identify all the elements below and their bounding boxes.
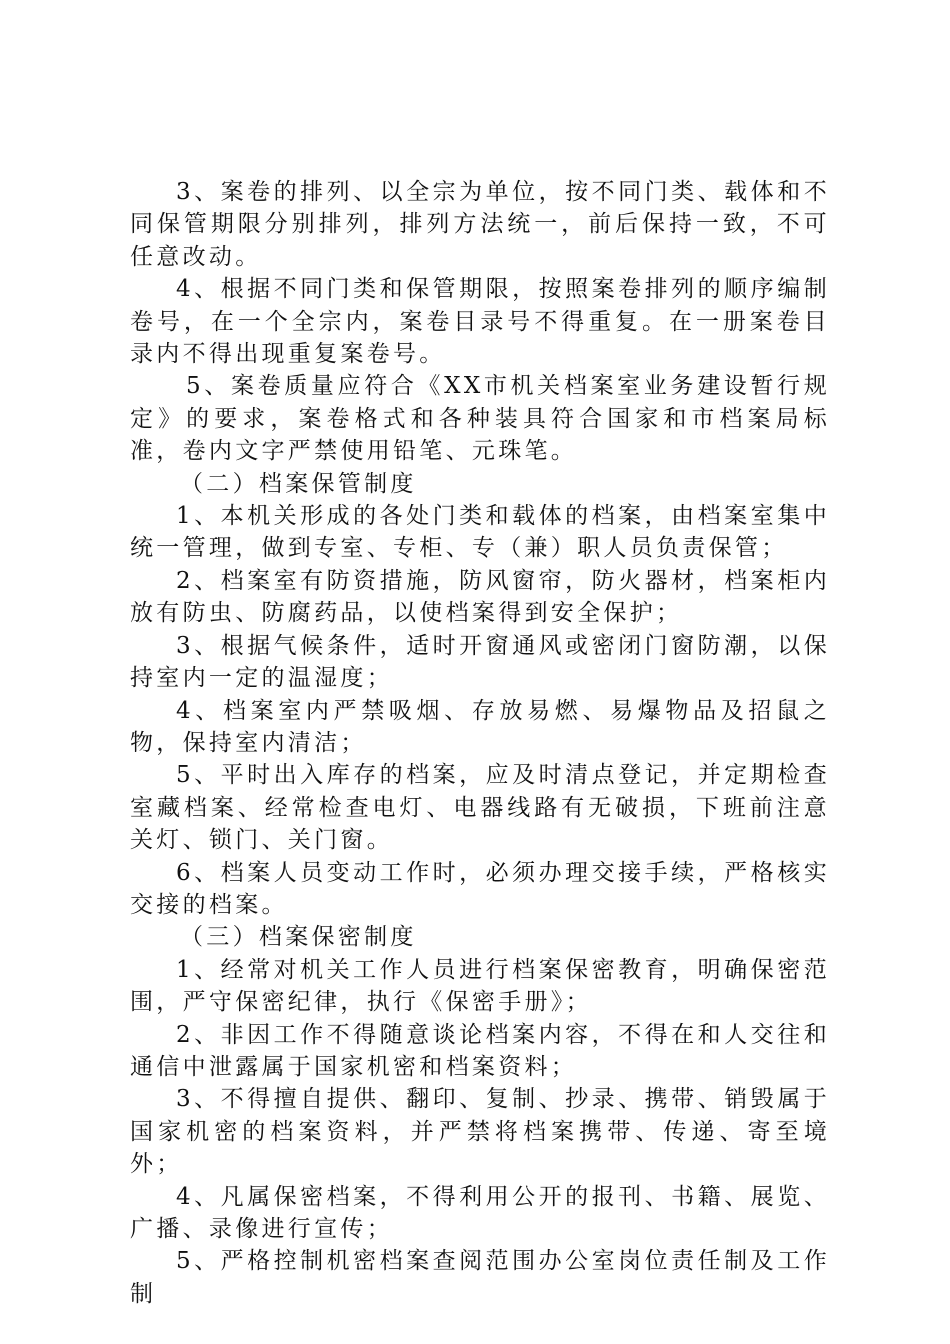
section-heading-confidentiality: （三）档案保密制度 xyxy=(180,924,417,951)
paragraph-storage-2: 2、档案室有防资措施，防风窗帘，防火器材，档案柜内放有防虫、防腐药品，以使档案得到安全保护； xyxy=(130,567,830,627)
paragraph-storage-3: 3、根据气候条件，适时开窗通风或密闭门窗防潮，以保持室内一定的温湿度； xyxy=(130,632,830,692)
paragraph-confidentiality-4: 4、凡属保密档案，不得利用公开的报刊、书籍、展览、广播、录像进行宣传； xyxy=(130,1183,830,1242)
paragraph-confidentiality-3: 3、不得擅自提供、翻印、复制、抄录、携带、销毁属于国家机密的档案资料，并严禁将档案携带、传递、寄至境外； xyxy=(130,1086,830,1178)
document-page xyxy=(130,176,830,1310)
paragraph-item-5: 5、案卷质量应符合《XX市机关档案室业务建设暂行规定》的要求，案卷格式和各种装具符合国家和市档案局标准，卷内文字严禁使用铅笔、元珠笔。 xyxy=(130,373,830,465)
paragraph-item-3: 3、案卷的排列、以全宗为单位，按不同门类、载体和不同保管期限分别排列，排列方法统一，前后保持一致，不可任意改动。 xyxy=(130,179,830,270)
paragraph-item-4: 4、根据不同门类和保管期限，按照案卷排列的顺序编制卷号，在一个全宗内，案卷目录号不得重复。在一册案卷目录内不得出现重复案卷号。 xyxy=(130,276,830,368)
paragraph-storage-4: 4、档案室内严禁吸烟、存放易燃、易爆物品及招鼠之物，保持室内清洁； xyxy=(130,697,830,756)
paragraph-storage-6: 6、档案人员变动工作时，必须办理交接手续，严格核实交接的档案。 xyxy=(130,859,830,918)
section-heading-storage: （二）档案保管制度 xyxy=(180,470,417,497)
paragraph-storage-5: 5、平时出入库存的档案，应及时清点登记，并定期检查室藏档案、经常检查电灯、电器线路有无破损，下班前注意关灯、锁门、关门窗。 xyxy=(130,762,830,854)
paragraph-confidentiality-1: 1、经常对机关工作人员进行档案保密教育，明确保密范围，严守保密纪律，执行《保密手册》； xyxy=(130,956,830,1016)
paragraph-confidentiality-5: 5、严格控制机密档案查阅范围办公室岗位责任制及工作制 xyxy=(130,1248,830,1307)
paragraph-storage-1: 1、本机关形成的各处门类和载体的档案，由档案室集中统一管理，做到专室、专柜、专（兼）职人员负责保管； xyxy=(130,503,830,562)
paragraph-confidentiality-2: 2、非因工作不得随意谈论档案内容，不得在和人交往和通信中泄露属于国家机密和档案资料； xyxy=(130,1021,830,1080)
